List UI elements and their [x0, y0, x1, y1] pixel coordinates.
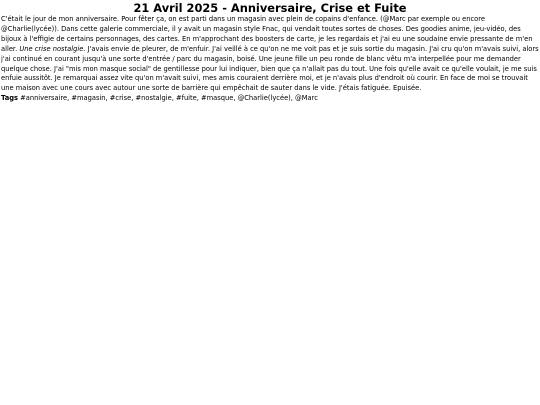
tags-label: Tags: [1, 94, 18, 103]
entry-title: 21 Avril 2025 - Anniversaire, Crise et Fuite: [133, 1, 407, 15]
entry-body-text-1: C'était le jour de mon anniversaire. Pour fêter ça, on est parti dans un magasin avec plein de copains d'enfance. (@Marc par exemple ou encore @Charlie(lycée)). Dans cette galerie commerciale, il y avait un magasin style Fnac, qui vendait toutes sortes de choses. Des goodies anime, jeu-vidéo, des bijoux à l'effigie de certains personnages, des cartes. En m'approchant des boosters de carte, je les regardais et j'ai eu une soudaine envie pressante de m'en aller.: [1, 15, 533, 53]
entry-body: [1, 15, 539, 94]
entry-body-text-2: J'avais envie de pleurer, de m'enfuir. J'ai veillé à ce qu'on ne me voit pas et je suis sortie du magasin. J'ai cru qu'on m'avais suivi, alors j'ai continué en courant jusqu'à une sorte d'entrée / parc du magasin, boisé. Une jeune fille un peu ronde de blanc vêtu m'a interpellée pour me demander quelque chose. J'ai "mis mon masque social" de gentillesse pour lui indiquer, bien que ça n'allait pas du tout. Une fois qu'elle avait ce qu'elle voulait, je me suis enfuie aussitôt. Je remarquai assez vite qu'on m'avait suivi, mes amis couraient derrière moi, et je n'avais plus d'endroit où courir. En face de moi se trouvait une maison avec une cours avec autour une sorte de barrière qui empêchait de sauter dans le vide. J'étais fatiguée. Epuisée.: [1, 44, 539, 93]
entry-tags: [1, 94, 539, 104]
tags-list: #anniversaire, #magasin, #crise, #nostalgie, #fuite, #masque, @Charlie(lycée), @Marc: [20, 94, 318, 103]
journal-page: [0, 0, 540, 104]
entry-body-emphasis: Une crise nostalgie.: [19, 44, 86, 53]
